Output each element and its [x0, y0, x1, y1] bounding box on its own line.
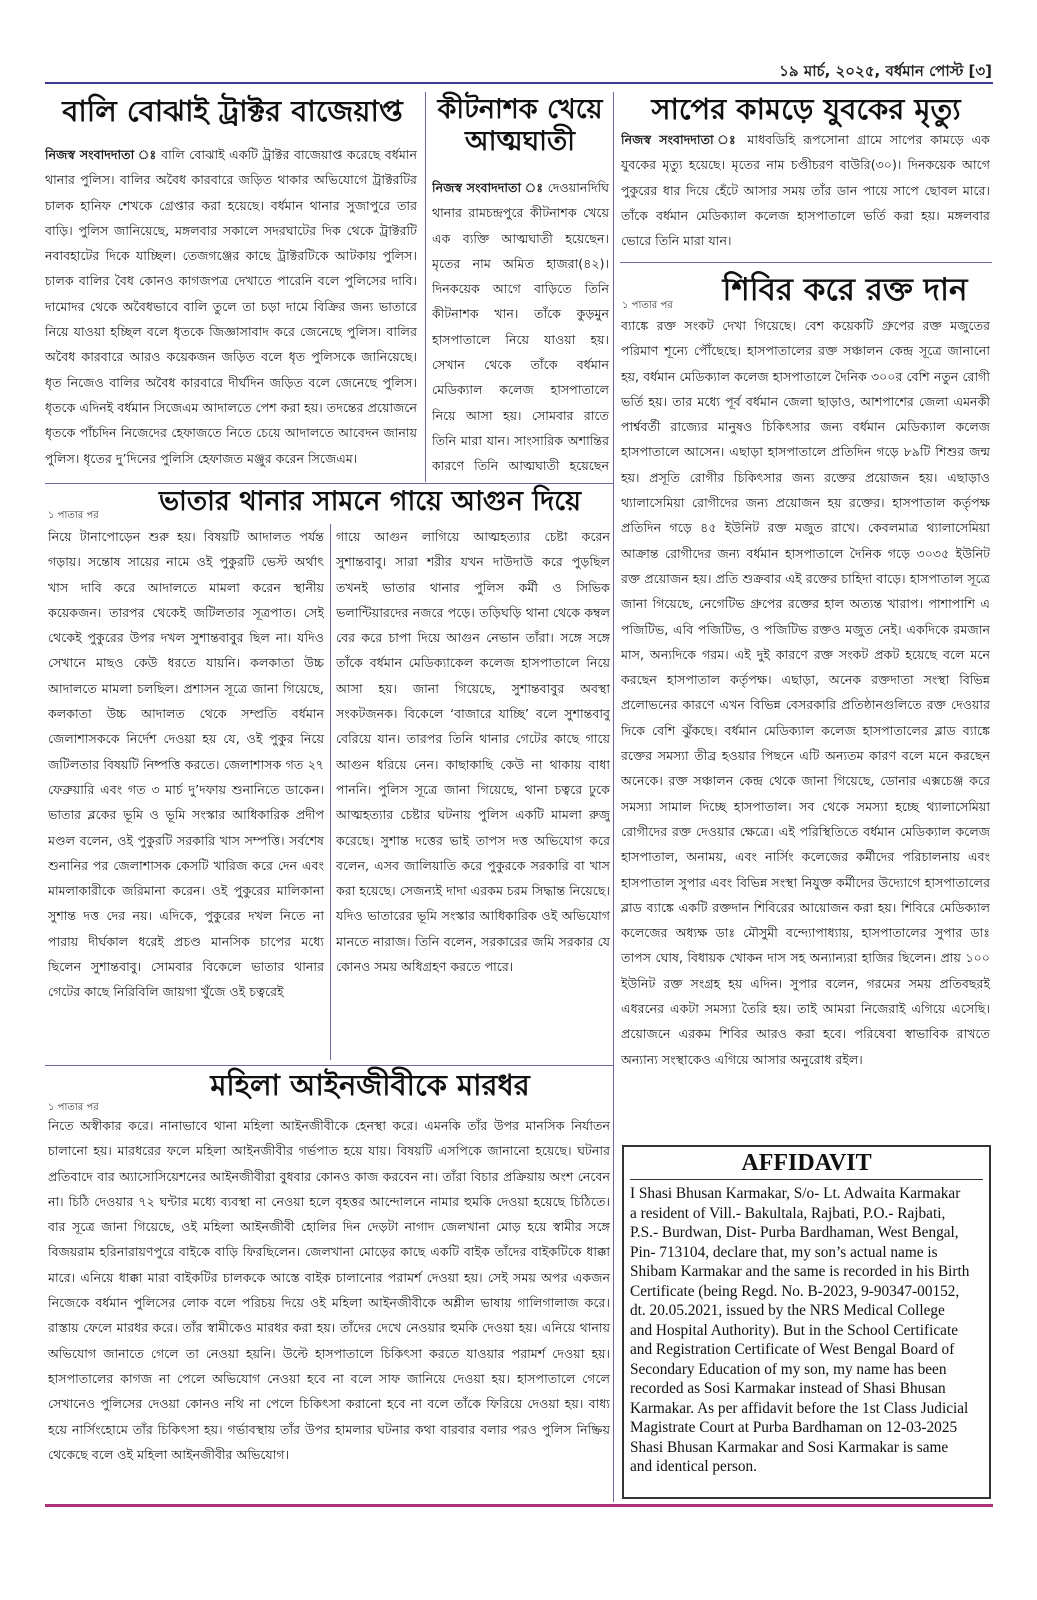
- affidavit-line: and Registration Certificate of West Bengal Board of: [630, 1341, 955, 1358]
- article-headline: ভাতার থানার সামনে গায়ে আগুন দিয়ে: [158, 486, 582, 517]
- continued-label: ১ পাতার পর: [622, 300, 673, 311]
- article-text: ব্যাঙ্কে রক্ত সংকট দেখা গিয়েছে। বেশ কয়েকটি গ্রুপের রক্ত মজুতের পরিমাণ শূন্যে পৌঁছেছে। হাসপাতালের রক্ত সঞ্চালন কেন্দ্র সূত্রে জানানো হয়, বর্ধমান মেডিক্যাল কলেজ হাসপাতালে দৈনিক ৩০০র বেশি নতুন রোগী ভর্তি হয়। তার মধ্যে পূর্ব বর্ধমান জেলা ছাড়াও, আশপাশের জেলা এমনকী পার্শ্ববর্তী রাজ্যের মানুষও চিকিৎসার জন্য বর্ধমান মেডিক্যাল কলেজ হাসপাতালে আসেন। এছাড়া হাসপাতালে প্রতিদিন গড়ে ৮৯টি শিশুর জন্ম হয়। প্রসূতি রোগীর চিকিৎসার জন্য রক্তের প্রয়োজন হয়। এছাড়াও থ্যালাসেমিয়া রোগীদের জন্য প্রয়োজন হয় রক্তের। হাসপাতাল কর্তৃপক্ষ প্রতিদিন গড়ে ৪৫ ইউনিট রক্ত মজুত রাখে। কেবলমাত্র থ্যালাসেমিয়া আক্রান্ত রোগীদের জন্য বর্ধমান হাসপাতালে দৈনিক গড়ে ৩০৩৫ ইউনিট রক্ত প্রয়োজন হয়। প্রতি শুক্রবার এই রক্তের চাহিদা বাড়ে। হাসপাতাল সূত্রে জানা গিয়েছে, নেগেটিভ গ্রুপের রক্তের হাল অত্যন্ত খারাপ। পাশাপাশি এ পজিটিভ, এবি পজিটিভ, ও পজিটিভ রক্তও মজুত নেই। একদিকে রমজান মাস, অন্যদিকে গরম। এই দুই কারণে রক্ত সংকট প্রকট হয়েছে বলে মনে করছেন হাসপাতাল কর্তৃপক্ষ। এছাড়া, অনেক রক্তদাতা সংস্থা বিভিন্ন প্রলোভনের কারণে এখন বিভিন্ন বেসরকারি প্রতিষ্ঠানগুলিতে রক্ত দেওয়ার দিকে বেশি ঝুঁকছে। বর্ধমান মেডিক্যাল কলেজ হাসপাতালের ব্লাড ব্যাঙ্কে রক্তের সমস্যা তীব্র হওয়ার পিছনে এটি অন্যতম কারণ বলে মনে করছেন অনেকে। রক্ত সঞ্চালন কেন্দ্র থেকে জানা গিয়েছে, ডোনার এক্সচেঞ্জ করে সমস্যা সামাল দিচ্ছে হাসপাতাল। সব থেকে সমস্যা হচ্ছে থ্যালাসেমিয়া রোগীদের রক্ত দেওয়ার ক্ষেত্রে। এই পরিস্থিতিতে বর্ধমান মেডিক্যাল কলেজ হাসপাতাল, অনাময়, এবং নার্সিং কলেজের কর্মীদের পরিচালনায় এবং হাসপাতাল সুপার এবং বিভিন্ন সংস্থা নিযুক্ত কর্মীদের উদ্যোগে হাসপাতালের ব্লাড ব্যাঙ্কে একটি রক্তদান শিবিরের আয়োজন করা হয়। শিবিরে মেডিক্যাল কলেজের অধ্যক্ষ ডাঃ মৌসুমী বন্দ্যোপাধ্যায়, হাসপাতালের সুপার ডাঃ তাপস ঘোষ, বিধায়ক খোকন দাস সহ অন্যান্যরা হাজির ছিলেন। প্রায় ১০০ ইউনিট রক্ত সংগ্রহ হয় এদিন। সুপার বলেন, গরমের সময় প্রতিবছরই এধরনের একটা সমস্যা তৈরি হয়। তাই আমরা নিজেরাই এগিয়ে এসেছি। প্রয়োজনে এরকম শিবির আরও করা হবে। পরিষেবা স্বাভাবিক রাখতে অন্যান্য সংস্থাকেও এগিয়ে আসার অনুরোধ রইল।: [621, 318, 990, 1067]
- affidavit-line: a resident of Vill.- Bakultala, Rajbati, P.O.- Rajbati,: [630, 1204, 946, 1222]
- article-text: মাধবডিহি রূপসোনা গ্রামে সাপের কামড়ে এক যুবকের মৃত্যু হয়েছে। মৃতের নাম চণ্ডীচরণ বাউরি(৩০)। দিনকয়েক আগে পুকুরের ধার দিয়ে হেঁটে আসার সময় তাঁর ডান পায়ে সাপে ছোবল মারে। তাঁকে বর্ধমান মেডিক্যাল কলেজ হাসপাতালে ভর্তি করা হয়। মঙ্গলবার ভোরে তিনি মারা যান।: [621, 132, 990, 249]
- article-body: [621, 313, 990, 1133]
- affidavit-line: Shibam Karmakar and the same is recorded in his Birth: [630, 1263, 970, 1280]
- column-divider: [425, 92, 426, 482]
- footer-rule: [45, 1504, 993, 1507]
- affidavit-line: P.S.- Burdwan, Dist- Purba Bardhaman, West Bengal,: [630, 1224, 959, 1241]
- article-body-col2: [336, 524, 610, 1060]
- article-text: দেওয়ানদিঘি থানার রামচন্দ্রপুরে কীটনাশক খেয়ে এক ব্যক্তি আত্মঘাতী হয়েছেন। মৃতের নাম অমিত হাজরা(৪২)। দিনকয়েক আগে বাড়িতে তিনি কীটনাশক খান। তাঁকে কুড়মুন হাসপাতালে নিয়ে যাওয়া হয়। সেখান থেকে তাঁকে বর্ধমান মেডিক্যাল কলেজ হাসপাতালে নিয়ে আসা হয়। সোমবার রাতে তিনি মারা যান। সাংসারিক অশান্তির কারণে তিনি আত্মঘাতী হয়েছেন: [432, 180, 609, 474]
- section-rule: [45, 483, 613, 484]
- article-headline: শিবির করে রক্ত দান: [722, 272, 968, 308]
- continued-label: ১ পাতার পর: [48, 1102, 99, 1113]
- article-headline: মহিলা আইনজীবীকে মারধর: [210, 1068, 530, 1102]
- article-body: [432, 175, 609, 478]
- affidavit-line: Pin- 713104, declare that, my son’s actual name is: [630, 1243, 938, 1261]
- article-body-col1: [48, 524, 324, 1060]
- affidavit-line: Shasi Bhusan Karmakar and Sosi Karmakar is same: [630, 1438, 949, 1456]
- byline: নিজস্ব সংবাদদাতা ঃ: [45, 147, 157, 162]
- affidavit-line: and Hospital Authority). But in the School Certificate: [630, 1321, 958, 1339]
- affidavit-box: [622, 1145, 991, 1499]
- affidavit-line: Certificate (being Regd. No. B-2023, 9-90347-00152,: [630, 1282, 960, 1300]
- byline: নিজস্ব সংবাদদাতা ঃ: [621, 132, 740, 147]
- article-headline: কীটনাশক খেয়ে আত্মঘাতী: [437, 94, 603, 158]
- affidavit-line: I Shasi Bhusan Karmakar, S/o- Lt. Adwaita Karmakar: [630, 1185, 961, 1202]
- affidavit-line: recorded as Sosi Karmakar instead of Shasi Bhusan: [630, 1380, 946, 1397]
- affidavit-title: AFFIDAVIT: [741, 1150, 872, 1176]
- affidavit-line: and identical person.: [630, 1458, 758, 1475]
- byline: নিজস্ব সংবাদদাতা ঃ: [432, 180, 544, 195]
- column-divider: [330, 524, 331, 1060]
- article-body: [45, 142, 417, 478]
- continued-label: ১ পাতার পর: [48, 510, 99, 521]
- affidavit-line: Karmakar. As per affidavit before the 1st Class Judicial: [630, 1399, 969, 1417]
- affidavit-text: [624, 1184, 989, 1477]
- section-rule: [620, 262, 992, 263]
- article-text: নিতে অস্বীকার করে। নানাভাবে থানা মহিলা আইনজীবীকে হেনস্থা করে। এমনকি তাঁর উপর মানসিক নির্যাতন চালানো হয়। মারধরের ফলে মহিলা আইনজীবীর গর্ভপাত হয়ে যায়। বিষয়টি এসপিকে জানানো হয়েছে। ঘটনার প্রতিবাদে বার অ্যাসোসিয়েশনের আইনজীবীরা বুধবার কোনও কাজ করবেন না। তাঁরা বিচার প্রক্রিয়ায় অংশ নেবেন না। চিঠি দেওয়ার ৭২ ঘন্টার মধ্যে ব্যবস্থা না নেওয়া হলে বৃহত্তর আন্দোলনে নামার হুমকি দেওয়া হয়েছে চিঠিতে। বার সূত্রে জানা গিয়েছে, ওই মহিলা আইনজীবী হোলির দিন দেড়টা নাগাদ জেলখানা মোড় হয়ে স্বামীর সঙ্গে বিজয়রাম হরিনারায়ণপুরে বাইকে বাড়ি ফিরছিলেন। জেলখানা মোড়ের কাছে একটি বাইক তাঁদের বাইকটিকে ধাক্কা মারে। এনিয়ে ধাক্কা মারা বাইকটির চালককে আস্তে বাইক চালানোর পরামর্শ দেওয়া হয়। সেই সময় অপর একজন নিজেকে বর্ধমান পুলিসের লোক বলে পরিচয় দিয়ে ওই মহিলা আইনজীবীকে অশ্লীল ভাষায় গালিগালাজ করে। রাস্তায় ফেলে মারধর করে। তাঁর স্বামীকেও মারধর করা হয়। তাঁদের দেখে নেওয়ার হুমকি দেওয়া হয়। এনিয়ে থানায় অভিযোগ জানাতে গেলে তা নেওয়া হয়নি। উল্টে হাসপাতালে চিকিৎসা করতে যাওয়ার পরামর্শ দেওয়া হয়। হাসপাতালের কাগজ না পেলে অভিযোগ নেওয়া হবে না বলে সাফ জানিয়ে দেওয়া হয়। হাসপাতালে গেলে সেখানেও পুলিসের দেওয়া কোনও নথি না পেলে চিকিৎসা করানো হবে না বলে তাঁকে ফিরিয়ে দেওয়া হয়। বাধ্য হয়ে নার্সিংহোমে তাঁর চিকিৎসা হয়। গর্ভাবস্থায় তাঁর উপর হামলার ঘটনার কথা বারবার বলার পরও পুলিস নিষ্ক্রিয় থেকেছে বলে ওই মহিলা আইনজীবীর অভিযোগ।: [48, 1118, 610, 1462]
- article-headline: সাপের কামড়ে যুবকের মৃত্যু: [651, 92, 961, 126]
- article-text: বালি বোঝাই একটি ট্রাক্টর বাজেয়াপ্ত করেছে বর্ধমান থানার পুলিস। বালির অবৈধ কারবারে জড়িত থাকার অভিযোগে ট্রাক্টরটির চালক হানিফ শেখকে গ্রেপ্তার করা হয়েছে। বর্ধমান থানার সুজাপুরে তার বাড়ি। পুলিস জানিয়েছে, মঙ্গলবার সকালে সদরঘাটের দিক থেকে ট্রাক্টরটি নবাবহাটের দিকে যাচ্ছিল। তেজগঞ্জের কাছে ট্রাক্টরটিকে আটকায় পুলিস। চালক বালির বৈধ কোনও কাগজপত্র দেখাতে পারেনি বলে পুলিসের দাবি। দামোদর থেকে অবৈধভাবে বালি তুলে তা চড়া দামে বিক্রির জন্য ভাতারে নিয়ে যাওয়া হচ্ছিল বলে ধৃতকে জিজ্ঞাসাবাদ করে জেনেছে পুলিস। বালির অবৈধ কারবারে আরও কয়েকজন জড়িত বলে ধৃত পুলিসকে জানিয়েছে। ধৃত নিজেও বালির অবৈধ কারবারে দীর্ঘদিন জড়িত বলে জেনেছে পুলিস। ধৃতকে এদিনই বর্ধমান সিজেএম আদালতে পেশ করা হয়। তদন্তের প্রয়োজনে ধৃতকে পাঁচদিন নিজেদের হেফাজতে নিতে চেয়ে আদালতে আবেদন জানায় পুলিস। ধৃতের দু’দিনের পুলিসি হেফাজত মঞ্জুর করেন সিজেএম।: [45, 147, 417, 466]
- header-rule: [45, 82, 993, 84]
- page-header: ১৯ মার্চ, ২০২৫, বর্ধমান পোস্ট [৩]: [779, 62, 992, 80]
- article-body: [48, 1113, 610, 1501]
- article-headline: বালি বোঝাই ট্রাক্টর বাজেয়াপ্ত: [62, 94, 403, 128]
- article-text: গায়ে আগুন লাগিয়ে আত্মহত্যার চেষ্টা করেন সুশান্তবাবু। সারা শরীর যখন দাউদাউ করে পুড়ছিল তখনই ভাতার থানার পুলিস কর্মী ও সিভিক ভলান্টিয়ারদের নজরে পড়ে। তড়িঘড়ি থানা থেকে কম্বল বের করে চাপা দিয়ে আগুন নেভান তাঁরা। সঙ্গে সঙ্গে তাঁকে বর্ধমান মেডিক্যাকেল কলেজ হাসপাতালে নিয়ে আসা হয়। জানা গিয়েছে, সুশান্তবাবুর অবস্থা সংকটজনক। বিকেলে ‘বাজারে যাচ্ছি’ বলে সুশান্তবাবু বেরিয়ে যান। তারপর তিনি থানার গেটের কাছে গায়ে আগুন ধরিয়ে নেন। কাছাকাছি কেউ না থাকায় বাধা পাননি। পুলিস সূত্রে জানা গিয়েছে, থানা চত্বরে ঢুকে আত্মহত্যার চেষ্টার ঘটনায় পুলিস একটি মামলা রুজু করেছে। সুশান্ত দত্তের ভাই তাপস দত্ত অভিযোগ করে বলেন, এসব জালিয়াতি করে পুকুরকে সরকারি বা খাস করা হয়েছে। সেজন্যই দাদা এরকম চরম সিদ্ধান্ত নিয়েছে। যদিও ভাতারের ভূমি সংস্কার আধিকারিক ওই অভিযোগ মানতে নারাজ। তিনি বলেন, সরকারের জমি সরকার যে কোনও সময় অধিগ্রহণ করতে পারে।: [336, 529, 610, 975]
- affidavit-rule: [630, 1179, 983, 1180]
- article-text: নিয়ে টানাপোড়েন শুরু হয়। বিষয়টি আদালত পর্যন্ত গড়ায়। সন্তোষ সায়ের নামে ওই পুকুরটি ভেস্ট অর্থাৎ খাস দাবি করে আদালতে মামলা করেন স্থানীয় কয়েকজন। তারপর থেকেই জটিলতার সূত্রপাত। সেই থেকেই পুকুরের উপর দখল সুশান্তবাবুর ছিল না। যদিও সেখানে মাছও কেউ ধরতে যায়নি। কলকাতা উচ্চ আদালতে মামলা চলছিল। প্রশাসন সূত্রে জানা গিয়েছে, কলকাতা উচ্চ আদালত থেকে সম্প্রতি বর্ধমান জেলাশাসককে নির্দেশ দেওয়া হয় যে, ওই পুকুর নিয়ে জটিলতার বিষয়টি নিষ্পত্তি করতে। জেলাশাসক গত ২৭ ফেব্রুয়ারি এবং গত ৩ মার্চ দু’দফায় শুনানিতে ডাকেন। ভাতার ব্লকের ভূমি ও ভূমি সংস্কার আধিকারিক প্রদীপ মণ্ডল বলেন, ওই পুকুরটি সরকারি খাস সম্পত্তি। সর্বশেষ শুনানির পর জেলাশাসক কেসটি খারিজ করে দেন এবং মামলাকারীকে জরিমানা করেন। ওই পুকুরের মালিকানা সুশান্ত দত্ত দের নয়। এদিকে, পুকুরের দখল নিতে না পারায় দীর্ঘকাল ধরেই প্রচণ্ড মানসিক চাপের মধ্যে ছিলেন সুশান্তবাবু। সোমবার বিকেলে ভাতার থানার গেটের কাছে নিরিবিলি জায়গা খুঁজে ওই চত্বরেই: [48, 529, 324, 1000]
- article-body: [621, 127, 990, 255]
- affidavit-line: dt. 20.05.2021, issued by the NRS Medical College: [630, 1302, 945, 1319]
- affidavit-line: Secondary Education of my son, my name has been: [630, 1360, 947, 1378]
- column-divider: [613, 92, 614, 1502]
- section-rule: [45, 1065, 613, 1066]
- affidavit-line: Magistrate Court at Purba Bardhaman on 12-03-2025: [630, 1419, 958, 1436]
